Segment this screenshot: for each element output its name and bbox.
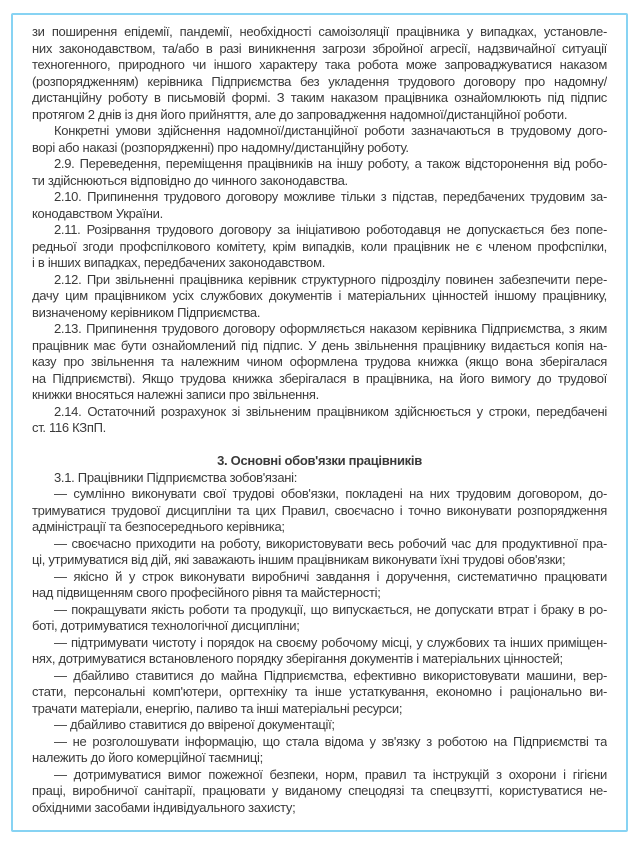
text-line: ти здійснюються відповідно до чинного законодавства.: [32, 172, 348, 188]
text-line: над підвищенням свого професійного рівня та майстерності;: [32, 585, 381, 600]
text-line: — дбайливо ставитися до ввіреної документації;: [54, 717, 335, 732]
paragraph: [32, 321, 607, 404]
text-line: — покращувати якість роботи та продукції, що випускається, не допускати втрат і браку в ро-: [54, 601, 607, 617]
text-line: — підтримувати чистоту і порядок на своєму робочому місці, у службових та інших приміщен-: [54, 634, 607, 650]
text-line: конодавством України.: [32, 205, 163, 221]
paragraph: [32, 470, 607, 487]
paragraph: [32, 222, 607, 272]
text-line: книжки вносяться належні записи про звільнення.: [32, 387, 319, 402]
text-line: (розпорядженням) керівника Підприємства без укладення трудового договору про надомну/: [32, 73, 607, 89]
paragraph: [32, 24, 607, 123]
paragraph: [32, 156, 607, 189]
text-line: — своєчасно приходити на роботу, використовувати весь робочий час для продуктивної пра-: [54, 535, 607, 551]
text-line: — якісно й у строк виконувати виробничі завдання і доручення, систематично працювати: [54, 568, 607, 584]
text-line: стати, персональні комп'ютери, оргтехніку та інше устаткування, економно і раціонально ви-: [32, 684, 607, 699]
paragraph: [32, 189, 607, 222]
text-line: боті, дотримуватися технологічної дисципліни;: [32, 618, 300, 633]
text-line: ці, утримуватися від дій, які заважають іншим працівникам виконувати їхні трудові обов'язки;: [32, 552, 566, 567]
text-line: 2.10. Припинення трудового договору можливе тільки з підстав, передбачених трудовим за-: [54, 189, 607, 204]
text-line: редньої згоди профспілкового комітету, крім випадків, коли працівник не є членом профспілки,: [32, 238, 607, 254]
text-line: них законодавством, та/або в разі виникнення загрози збройної агресії, надзвичайної ситуації: [32, 40, 607, 56]
paragraph: [32, 123, 607, 156]
text-line: ворі або наказі (розпорядженні) про надомну/дистанційну роботу.: [32, 139, 409, 155]
paragraph: [32, 767, 607, 817]
text-line: працівник має бути ознайомлений під підпис. У день звільнення працівнику видається копія на-: [32, 337, 607, 353]
paragraph: [32, 272, 607, 322]
text-line: трачати матеріали, енергію, паливо та інші матеріальні ресурси;: [32, 700, 403, 716]
paragraph: [32, 668, 607, 718]
text-line: 2.14. Остаточний розрахунок зі звільненим працівником здійснюється у строки, передбачені: [54, 403, 607, 419]
text-line: нях, дотримуватися встановленого порядку зберігання документів і матеріальних цінностей;: [32, 651, 563, 666]
paragraph: [32, 635, 607, 668]
text-line: тримуватися трудової дисципліни та цих Правил, своєчасно і точно виконувати розпорядження: [32, 502, 607, 518]
text-line: дачу цим працівником усіх службових документів і матеріальних цінностей іншому працівнику,: [32, 288, 607, 303]
paragraph: [32, 734, 607, 767]
paragraph: [32, 536, 607, 569]
text-line: протягом 2 днів із дня його прийняття, але до запровадження надомної/дистанційної роботи.: [32, 106, 568, 122]
text-line: техногенного, природного чи іншого характеру така робота може запроваджуватися наказом: [32, 57, 607, 72]
paragraph: [32, 486, 607, 536]
text-line: визначеному керівником Підприємства.: [32, 304, 261, 320]
text-line: — дотримуватися вимог пожежної безпеки, норм, правил та інструкцій з охорони і гігієни: [54, 766, 607, 782]
paragraph: [32, 602, 607, 635]
text-line: — не розголошувати інформацію, що стала відома у зв'язку з роботою на Підприємстві та: [54, 733, 607, 749]
text-line: зи поширення епідемії, пандемії, необхідності самоізоляції працівника у випадках, установле-: [32, 24, 607, 39]
text-line: Конкретні умови здійснення надомної/дистанційної роботи зазначаються в трудовому дого-: [54, 123, 607, 138]
document-page: [11, 13, 628, 832]
text-line: обхідними засобами індивідуального захисту;: [32, 799, 296, 815]
text-line: 2.13. Припинення трудового договору оформляється наказом керівника Підприємства, з яким: [54, 321, 607, 336]
text-line: праці, виробничої санітарії, працювати у виданому спецодязі та спецвзутті, користуватися не-: [32, 783, 607, 798]
section-heading: [32, 453, 607, 470]
text-line: 2.9. Переведення, переміщення працівників на іншу роботу, а також відсторонення від робо-: [54, 156, 607, 171]
text-line: 2.12. При звільненні працівника керівник структурного підрозділу повинен забезпечити пере-: [54, 271, 607, 287]
text-line: дистанційну роботу в письмовій формі. З таким наказом працівника ознайомлюють під підпис: [32, 90, 607, 105]
text-line: — сумлінно виконувати свої трудові обов'язки, покладені на них трудовим договором, до-: [54, 486, 607, 501]
text-line: адміністрації та безпосереднього керівника;: [32, 519, 285, 534]
paragraph: [32, 404, 607, 437]
text-line: і в інших випадках, передбачених законодавством.: [32, 255, 326, 270]
text-line: ст. 116 КЗпП.: [32, 420, 106, 435]
text-line: 3.1. Працівники Підприємства зобов'язані:: [54, 469, 298, 485]
text-line: 2.11. Розірвання трудового договору за ініціативою роботодавця не допускається без попе-: [54, 222, 607, 237]
text-line: належить до його комерційної таємниці;: [32, 750, 263, 765]
paragraph: [32, 569, 607, 602]
paragraph: [32, 717, 607, 734]
text-line: 3. Основні обов'язки працівників: [217, 453, 422, 468]
text-line: казу про звільнення та належним чином оформлена трудова книжка (якщо вона зберігалася: [32, 354, 607, 369]
text-line: — дбайливо ставитися до майна Підприємства, ефективно використовувати машини, вер-: [54, 667, 607, 683]
text-line: на Підприємстві). Якщо трудова книжка зберігалася в працівника, на його вимогу до трудової: [32, 370, 607, 386]
